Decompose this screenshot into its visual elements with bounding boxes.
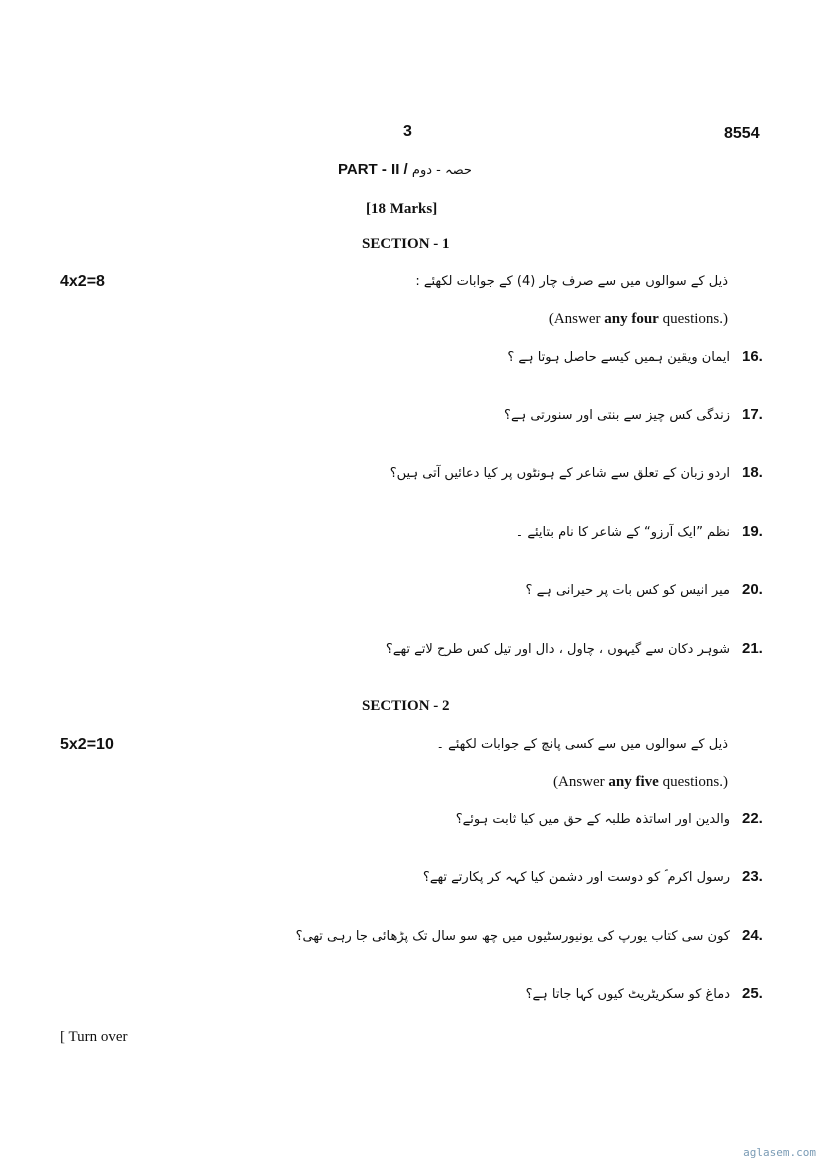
page-number: 3 (403, 123, 412, 140)
question-number: 21. (742, 640, 763, 657)
question-text: دماغ کو سکریٹریٹ کیوں کہا جاتا ہے؟ (525, 987, 730, 1002)
section-2-instruction-urdu: ذیل کے سوالوں میں سے کسی پانچ کے جوابات لکھئے ۔ (436, 737, 728, 752)
total-marks: [18 Marks] (366, 201, 438, 217)
section-2-weight: 5x2=10 (60, 736, 114, 753)
question-number: 20. (742, 581, 763, 598)
site-watermark: aglasem.com (743, 1146, 816, 1159)
question-text: رسول اکرم ؐ کو دوست اور دشمن کیا کہہ کر پکارتے تھے؟ (422, 870, 730, 885)
question-row (526, 985, 768, 1002)
question-text: میر انیس کو کس بات پر حیرانی ہے ؟ (525, 583, 730, 598)
section-1-instruction-en: (Answer any four questions.) (548, 311, 728, 327)
question-text: شوہر دکان سے گیہوں ، چاول ، دال اور تیل کس طرح لاتے تھے؟ (385, 642, 730, 657)
turn-over-note: [ Turn over (60, 1029, 128, 1045)
question-row (390, 464, 768, 481)
question-text: اردو زبان کے تعلق سے شاعر کے ہونٹوں پر کیا دعائیں آتی ہیں؟ (389, 466, 730, 481)
question-row (526, 581, 768, 598)
instruction-emphasis: any four (604, 311, 659, 327)
question-text: کون سی کتاب یورپ کی یونیورسٹیوں میں چھ سو سال تک پڑھائی جا رہی تھی؟ (295, 929, 730, 944)
question-row (507, 348, 768, 365)
paper-code: 8554 (724, 125, 760, 142)
section-2-instruction-en: (Answer any five questions.) (553, 774, 728, 790)
question-row (386, 640, 768, 657)
part-label: PART - II / (338, 161, 408, 178)
question-number: 22. (742, 810, 763, 827)
question-number: 19. (742, 523, 763, 540)
question-number: 18. (742, 464, 763, 481)
question-row (516, 523, 768, 540)
question-number: 17. (742, 406, 763, 423)
part-heading (338, 161, 472, 178)
question-row (296, 927, 768, 944)
section-1-instruction-urdu: ذیل کے سوالوں میں سے صرف چار (4) کے جوابات لکھئے : (415, 274, 728, 289)
question-number: 24. (742, 927, 763, 944)
question-text: نظم ”ایک آرزو“ کے شاعر کا نام بتایئے ۔ (515, 525, 730, 540)
section-1-weight: 4x2=8 (60, 273, 105, 290)
question-text: زندگی کس چیز سے بنتی اور سنورتی ہے؟ (504, 408, 730, 423)
section-1-title: SECTION - 1 (362, 236, 450, 252)
question-text: والدین اور اساتذہ طلبہ کے حق میں کیا ثابت ہوئے؟ (455, 812, 730, 827)
question-number: 23. (742, 868, 763, 885)
instruction-emphasis: any five (608, 774, 659, 790)
part-label-urdu: حصہ - دوم (411, 163, 472, 178)
question-row (504, 406, 768, 423)
question-row (423, 868, 768, 885)
section-2-title: SECTION - 2 (362, 698, 450, 714)
question-text: ایمان ویقین ہمیں کیسے حاصل ہوتا ہے ؟ (507, 350, 730, 365)
question-number: 25. (742, 985, 763, 1002)
question-number: 16. (742, 348, 763, 365)
question-row (456, 810, 768, 827)
